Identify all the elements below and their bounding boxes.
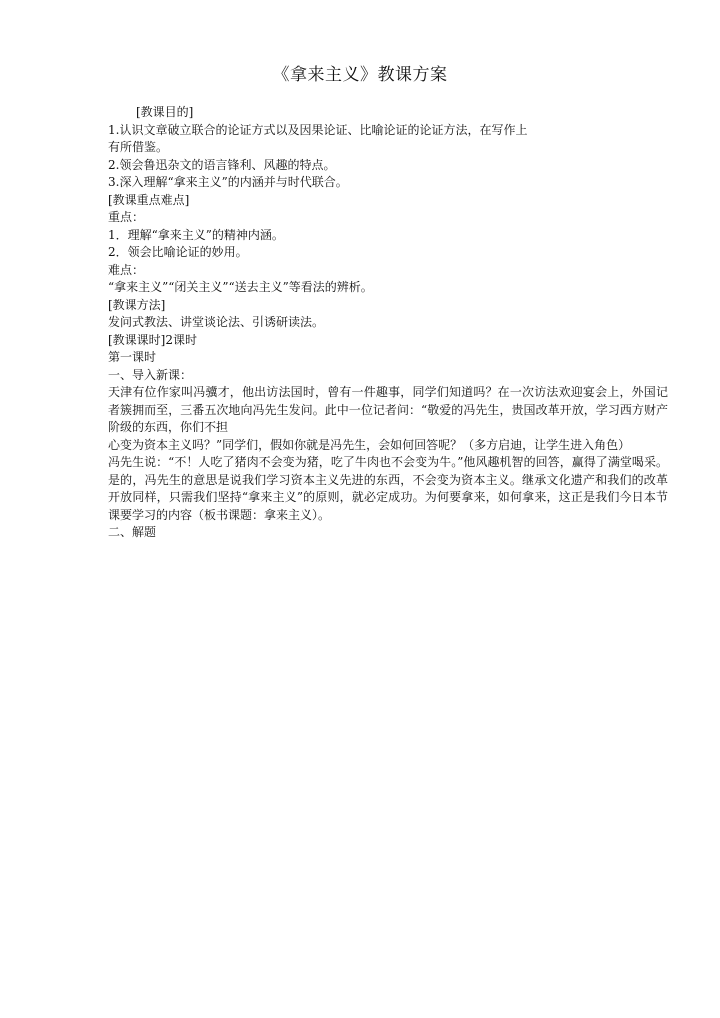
intro-paragraph-2: 心变为资本主义吗？”同学们，假如你就是冯先生，会如何回答呢？（多方启迪，让学生进入角色） [108,437,631,452]
section-heading-periods: [教课课时]2课时 [108,332,197,347]
section-heading-methods: [教课方法] [108,297,166,312]
objective-line-2: 2.领会鲁迅杂文的语言锋利、风趣的特点。 [108,157,336,172]
objective-line-1: 1.认识文章破立联合的论证方式以及因果论证、比喻论证的论证方法，在写作上 [108,122,528,137]
intro-paragraph-3: 冯先生说：“不！人吃了猪肉不会变为猪，吃了牛肉也不会变为牛。”他风趣机智的回答，赢得了满堂喝采。是的，冯先生的意思是说我们学习资本主义先进的东西，不会变为资本主义。继承文化遗产和我们的改革开放同样，只需我们坚持“拿来主义”的原则，就必定成功。为何要拿来，如何拿来，这正是我们今日本节课要学习的内容（板书课题：拿来主义）。 [108,455,668,522]
topic-explanation-heading: 二、解题 [108,525,157,539]
section-heading-key-points: [教课重点难点] [108,192,190,207]
methods-line: 发问式教法、讲堂谈论法、引诱研读法。 [108,315,325,329]
first-period-heading: 第一课时 [108,350,157,364]
section-heading-objectives: [教课目的] [136,105,194,119]
key-point-1: 1．理解“拿来主义”的精神内涵。 [108,227,284,242]
document-body [108,104,668,542]
difficulty-label: 难点： [108,262,145,277]
difficulty-line: “拿来主义”“闭关主义”“送去主义”等看法的辨析。 [108,280,373,294]
document-title: 《拿来主义》教课方案 [272,65,448,85]
intro-heading: 一、导入新课： [108,367,193,382]
key-point-2: 2．领会比喻论证的妙用。 [108,245,248,259]
intro-paragraph-1: 天津有位作家叫冯骥才，他出访法国时，曾有一件趣事，同学们知道吗？在一次访法欢迎宴会上，外国记者簇拥而至，三番五次地向冯先生发问。此中一位记者问：“敬爱的冯先生，贵国改革开放，学习西方财产阶级的东西，你们不担 [108,385,668,434]
objective-line-3: 3.深入理解“拿来主义”的内涵并与时代联合。 [108,175,348,189]
key-points-label: 重点： [108,210,145,224]
objective-line-1-continued: 有所借鉴。 [108,140,169,154]
